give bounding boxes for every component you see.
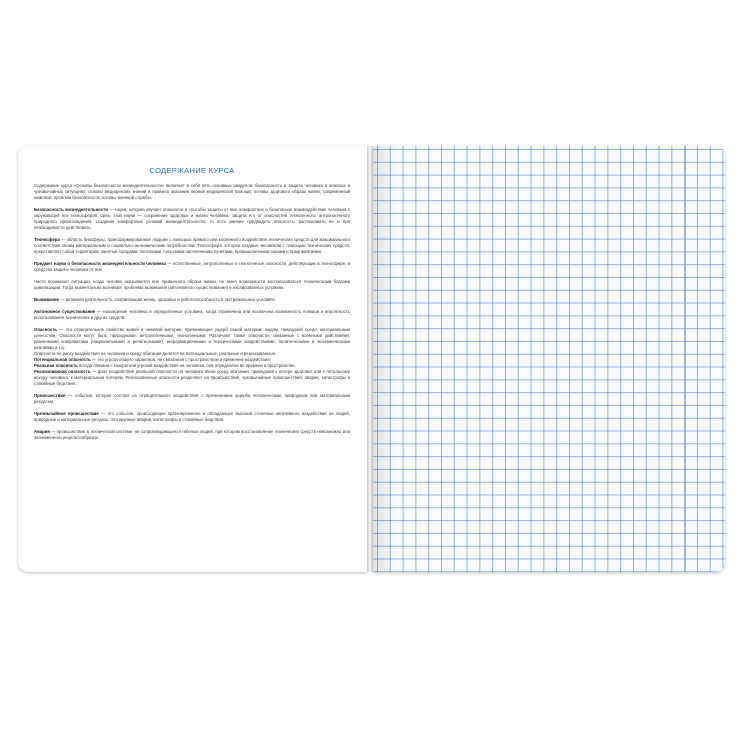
definition-paragraph — [34, 327, 350, 351]
definition-text: — область биосферы, трансформированная людьми с помощью прямого или косвенного воздействия технических средств для максимального соответствия своим материальным и социально-экономическим потребностям. Техносфера, которая создана человеком с помощью технических средств, представляет собой территории, занятые городами, поселками, сельскими населенными пунктами, промышленными зонами и предприятиями. — [34, 237, 350, 254]
definition-text: — факт воздействия реальной опасности на человека и/или среду обитания, приведший к потере здоровья или к летальному исходу человека, к материальным потерям. Реализованные опасности разделяют на происшествия, чрезвычайные происшествия, аварии, катастрофы и стихийные бедствия. — [34, 369, 350, 386]
definition-term: Происшествие — [34, 393, 66, 398]
definition-term: Техносфера — [34, 237, 60, 242]
definition-term: Реальная опасность — [34, 363, 78, 368]
right-page-grid — [373, 146, 725, 572]
definition-term: Потенциальная опасность — [34, 357, 91, 362]
definition-paragraph — [34, 297, 350, 303]
definition-paragraph — [34, 411, 350, 423]
definition-text: — происшествие в технической системе, не сопровождающееся гибелью людей, при котором восстановление технических средств невозможно или экономически нецелесообразно. — [34, 429, 350, 440]
definition-text: всегда связана с конкретной угрозой воздействия на человека, она определена во времени и пространстве. — [77, 363, 296, 368]
definition-term: Авария — [34, 429, 50, 434]
spine-shadow — [373, 146, 397, 572]
definition-text: — активная деятельность, сохраняющая жизнь, здоровье и работоспособность в экстремальных условиях. — [59, 297, 276, 302]
definition-paragraph — [34, 207, 350, 231]
paragraph-text: Опасности по риску воздействия на человека и среду обитания делятся на потенциальные, реальные и реализованные. — [34, 351, 277, 356]
definition-term: Выживание — [34, 297, 60, 302]
definition-text: — это событие, происходящее кратковременно и обладающее высокой степенью негативного воздействия на людей, природные и материальные ресурсы. Это крупные аварии, катастрофы и стихийные бедствия. — [34, 411, 350, 422]
squared-grid — [373, 146, 725, 572]
definition-term: Чрезвычайное происшествие — [34, 411, 99, 416]
definition-text: — естественные, антропогенные и техногенные опасности, действующие в техносфере, и средства защиты человека от них. — [34, 261, 350, 272]
definition-paragraph — [34, 237, 350, 255]
definition-paragraph — [34, 261, 350, 273]
definition-text: — событие, которое состоит из отрицательного воздействия с причинением ущерба человеческим, природным или материальным ресурсам. — [34, 393, 350, 404]
definition-term: Предмет науки о безопасности жизнедеятельности человека — [34, 261, 166, 266]
definition-text: — это угроза общего характера, не связанная с пространством и временем воздействия. — [90, 357, 271, 362]
course-contents-text — [34, 166, 350, 447]
intro-paragraph: Содержание курса «Основы безопасности жизнедеятельности» включает в себя пять основных разделов: безопасность и защита человека в опасных и чрезвычайных ситуациях; основы медицинских знаний и правила оказания первой медицинской помощи; основы здорового образа жизни; современный комплекс проблем безопасности; основы военной службы. — [34, 183, 350, 200]
definition-text: — наука, которая изучает опасности и способы защиты от них, комфортное и безопасное взаимодействие человека с окружающей его техносферой. Цель этой науки — сохранение здоровья и жизни человека, защита его от опасностей техногенного, антропогенного природного происхождения, создание комфортных условий жизнедеятельности, то есть умение предвидеть опасность, распознавать ее и при необходимости действовать. — [34, 207, 350, 230]
margin-line — [685, 146, 686, 572]
definition-term: Безопасность жизнедеятельности — [34, 207, 108, 212]
definition-text: — это отрицательное свойство живой и неживой материи, причиняющее ущерб самой материи: людям, природной среде, материальным ценностям. Опасности могут быть природными, антропогенными, техногенными. Различают также опасности, связанные с военными действиями, различными конфликтами (национальными и религиозными), информационными и психическими воздействиями, политическими и экономическими реалиями и т.д. — [34, 327, 350, 350]
definition-paragraph — [34, 429, 350, 441]
definition-text: — нахождение человека в определенных условиях, когда ограничена или исключена возможность помощи и вероятность использования технических и других средств. — [34, 309, 350, 320]
definition-paragraph — [34, 393, 350, 405]
paragraph-text: Часто возникают ситуации, когда человек оказывается вне привычного образа жизни, не имея возможности воспользоваться техническими благами цивилизации. Тогда моментально возникает проблема выживания (автономного существования) в изолированных условиях. — [34, 279, 350, 290]
page-heading: СОДЕРЖАНИЕ КУРСА — [149, 166, 235, 175]
definition-term: Опасность — [34, 327, 58, 332]
definition-paragraph — [34, 309, 350, 321]
plain-paragraph — [34, 279, 350, 291]
definition-term: Реализованная опасность — [34, 369, 91, 374]
open-notebook — [18, 146, 725, 572]
definition-term: Автономное существование — [34, 309, 96, 314]
definition-paragraph — [34, 369, 350, 387]
left-page-course-contents — [18, 146, 367, 572]
